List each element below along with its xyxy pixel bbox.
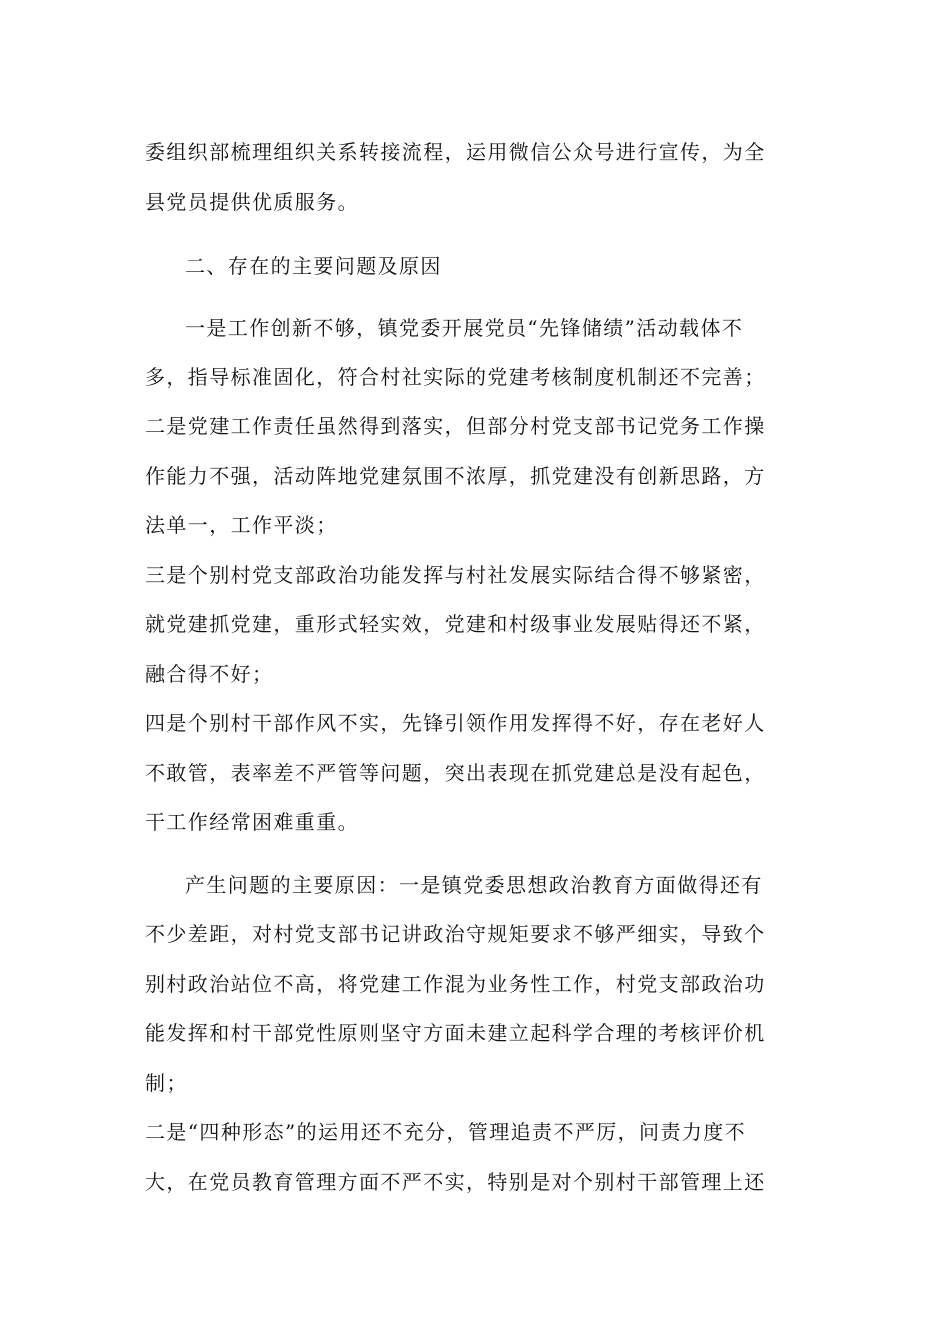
text-line: 多，指导标准固化，符合村社实际的党建考核制度机制还不完善； (145, 365, 766, 389)
text-line: 一是工作创新不够，镇党委开展党员“先锋储绩”活动载体不 (185, 316, 744, 340)
text-line: 不敢管，表率差不严管等问题，突出表现在抓党建总是没有起色， (145, 761, 766, 785)
text-line: 三是个别村党支部政治功能发挥与村社发展实际结合得不够紧密， (145, 563, 766, 587)
text-line: 别村政治站位不高，将党建工作混为业务性工作，村党支部政治功 (145, 972, 766, 996)
section-heading: 二、存在的主要问题及原因 (185, 254, 442, 278)
text-line: 融合得不好； (145, 662, 274, 686)
text-line: 委组织部梳理组织关系转接流程，运用微信公众号进行宣传，为全 (145, 140, 766, 164)
text-line: 法单一，工作平淡； (145, 513, 338, 537)
text-line: 二是“四种形态”的运用还不充分，管理追责不严厉，问责力度不 (145, 1120, 747, 1144)
text-line: 二是党建工作责任虽然得到落实，但部分村党支部书记党务工作操 (145, 414, 766, 438)
text-line: 大，在党员教育管理方面不严不实，特别是对个别村干部管理上还 (145, 1170, 766, 1194)
text-line: 县党员提供优质服务。 (145, 190, 359, 214)
text-line: 制； (145, 1071, 188, 1095)
text-line: 产生问题的主要原因：一是镇党委思想政治教育方面做得还有 (185, 873, 763, 897)
text-line: 就党建抓党建，重形式轻实效，党建和村级事业发展贴得还不紧， (145, 612, 766, 636)
text-line: 四是个别村干部作风不实，先锋引领作用发挥得不好，存在老好人 (145, 711, 766, 735)
text-line: 能发挥和村干部党性原则坚守方面未建立起科学合理的考核评价机 (145, 1021, 766, 1045)
text-line: 不少差距，对村党支部书记讲政治守规矩要求不够严细实，导致个 (145, 922, 766, 946)
text-line: 干工作经常困难重重。 (145, 810, 359, 834)
text-line: 作能力不强，活动阵地党建氛围不浓厚，抓党建没有创新思路，方 (145, 464, 766, 488)
